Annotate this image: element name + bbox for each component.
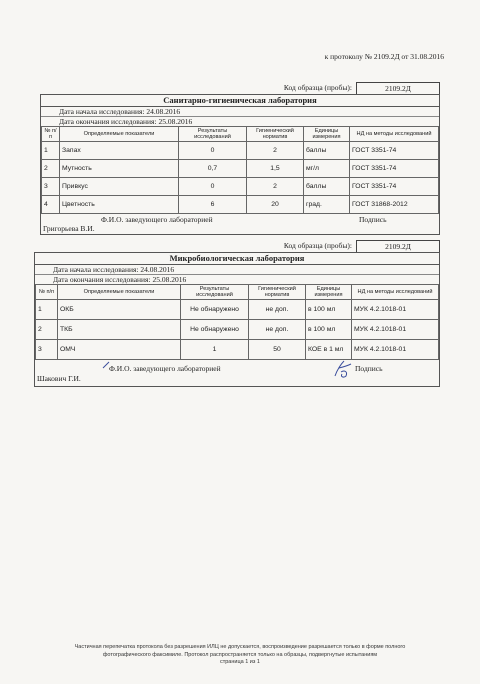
- row-method: ГОСТ 3351-74: [350, 142, 439, 160]
- row-result: 1: [181, 340, 249, 360]
- micro-lab-section: [34, 252, 440, 387]
- col-method: НД на методы исследований: [352, 285, 439, 300]
- row-num: 1: [36, 300, 58, 320]
- sanitary-results-table: [41, 126, 439, 214]
- table-row: [36, 320, 439, 340]
- micro-lab-title: Микробиологическая лаборатория: [35, 253, 439, 265]
- pen-mark: [101, 360, 111, 370]
- sample-code-row-micro: [40, 240, 352, 252]
- page-footer: [0, 644, 480, 667]
- sanitary-lab-title: Санитарно-гигиеническая лаборатория: [41, 95, 439, 107]
- row-method: МУК 4.2.1018-01: [352, 320, 439, 340]
- row-num: 2: [42, 160, 60, 178]
- sample-code-row-sanitary: [40, 82, 352, 94]
- row-norm: 1,5: [247, 160, 304, 178]
- table-header-row: [42, 127, 439, 142]
- row-units: баллы: [304, 142, 350, 160]
- row-method: ГОСТ 3351-74: [350, 178, 439, 196]
- row-num: 2: [36, 320, 58, 340]
- sanitary-head-label: Ф.И.О. заведующего лабораторией: [101, 215, 213, 225]
- table-row: [42, 178, 439, 196]
- micro-head-name: Шакович Г.И.: [37, 374, 81, 384]
- sample-code-label: Код образца (пробы):: [283, 241, 352, 250]
- col-units: Единицы измерения: [304, 127, 350, 142]
- row-num: 3: [42, 178, 60, 196]
- sample-code-label: Код образца (пробы):: [283, 83, 352, 92]
- row-result: 6: [179, 196, 247, 214]
- row-indicator: ОМЧ: [58, 340, 181, 360]
- sanitary-end-date: Дата окончания исследования: 25.08.2016: [59, 117, 193, 126]
- row-result: Не обнаружено: [181, 300, 249, 320]
- row-indicator: Привкус: [60, 178, 179, 196]
- table-row: [42, 196, 439, 214]
- row-norm: 20: [247, 196, 304, 214]
- row-method: МУК 4.2.1018-01: [352, 340, 439, 360]
- row-method: ГОСТ 3351-74: [350, 160, 439, 178]
- row-units: КОЕ в 1 мл: [306, 340, 352, 360]
- sample-code-value: 2109.2Д: [356, 240, 440, 253]
- row-units: мг/л: [304, 160, 350, 178]
- row-result: 0: [179, 142, 247, 160]
- row-norm: 2: [247, 142, 304, 160]
- micro-signature-label: Подпись: [355, 364, 383, 374]
- sanitary-signature-area: [41, 214, 439, 234]
- col-num: № п/п: [42, 127, 60, 142]
- footer-page-number: страница 1 из 1: [219, 659, 260, 665]
- col-norm: Гигиенический норматив: [249, 285, 306, 300]
- row-indicator: Мутность: [60, 160, 179, 178]
- sanitary-head-name: Григорьева В.И.: [43, 224, 95, 234]
- table-row: [42, 142, 439, 160]
- row-units: град.: [304, 196, 350, 214]
- row-units: в 100 мл: [306, 320, 352, 340]
- micro-start-date: Дата начала исследования: 24.08.2016: [35, 265, 439, 275]
- row-result: 0,7: [179, 160, 247, 178]
- sanitary-start-date: Дата начала исследования: 24.08.2016: [41, 107, 439, 117]
- row-norm: не доп.: [249, 320, 306, 340]
- row-units: в 100 мл: [306, 300, 352, 320]
- footer-line-2: фотографического факсимиле. Протокол распространяется только на образцы, подвергнутые испытаниям: [102, 651, 378, 658]
- handwritten-signature: [329, 358, 355, 380]
- row-result: 0: [179, 178, 247, 196]
- row-norm: 50: [249, 340, 306, 360]
- row-indicator: ТКБ: [58, 320, 181, 340]
- col-method: НД на методы исследований: [350, 127, 439, 142]
- micro-results-table: [35, 284, 439, 360]
- row-result: Не обнаружено: [181, 320, 249, 340]
- col-indicator: Определяемые показатели: [60, 127, 179, 142]
- sanitary-lab-section: [40, 94, 440, 235]
- col-units: Единицы измерения: [306, 285, 352, 300]
- table-row: [42, 160, 439, 178]
- row-units: баллы: [304, 178, 350, 196]
- sanitary-signature-label: Подпись: [359, 215, 387, 225]
- col-results: Результаты исследований: [179, 127, 247, 142]
- row-indicator: Цветность: [60, 196, 179, 214]
- protocol-reference: к протоколу № 2109.2Д от 31.08.2016: [324, 52, 444, 61]
- row-method: МУК 4.2.1018-01: [352, 300, 439, 320]
- col-num: № п/п: [36, 285, 58, 300]
- sample-code-value: 2109.2Д: [356, 82, 440, 95]
- col-results: Результаты исследований: [181, 285, 249, 300]
- row-num: 3: [36, 340, 58, 360]
- row-norm: не доп.: [249, 300, 306, 320]
- row-num: 1: [42, 142, 60, 160]
- col-indicator: Определяемые показатели: [58, 285, 181, 300]
- micro-signature-area: [35, 360, 439, 386]
- footer-line-1: Частичная перепечатка протокола без разрешения ИЛЦ не допускается, воспроизведение разрешается только в форме полного: [74, 644, 406, 650]
- table-row: [36, 300, 439, 320]
- micro-head-label: Ф.И.О. заведующего лабораторией: [109, 364, 221, 374]
- row-method: ГОСТ 31868-2012: [350, 196, 439, 214]
- table-row: [36, 340, 439, 360]
- micro-end-date: Дата окончания исследования: 25.08.2016: [53, 275, 187, 284]
- row-indicator: Запах: [60, 142, 179, 160]
- table-header-row: [36, 285, 439, 300]
- row-norm: 2: [247, 178, 304, 196]
- col-norm: Гигиенический норматив: [247, 127, 304, 142]
- row-num: 4: [42, 196, 60, 214]
- row-indicator: ОКБ: [58, 300, 181, 320]
